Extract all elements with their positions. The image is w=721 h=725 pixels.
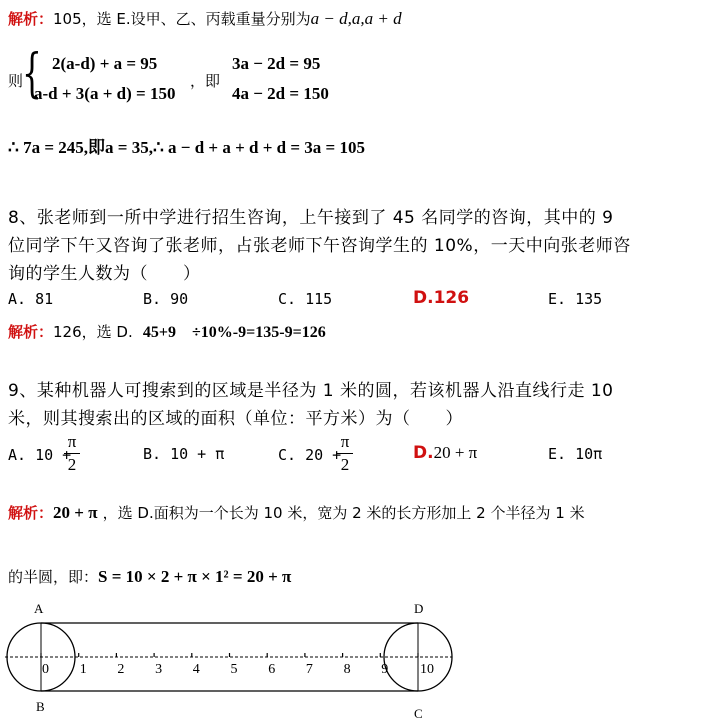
equation-right-1: 3a − 2d = 95 [232, 54, 321, 73]
fraction-denominator: 2 [340, 455, 350, 474]
answer-prefix: 126，选 D. [53, 323, 133, 341]
equation-left-1: 2(a-d) + a = 95 [52, 54, 158, 73]
fraction-denominator: 2 [67, 455, 77, 474]
q8-option-b: B. 90 [143, 290, 189, 308]
answer-label: 解析： [8, 323, 54, 341]
q9-answer-line-1 [8, 502, 585, 523]
q9-option-a-prefix: A. 10 + [8, 446, 72, 464]
q8-option-c: C. 115 [278, 290, 333, 308]
axis-tick-label: 9 [381, 662, 389, 677]
equation-right-2: 4a − 2d = 150 [232, 84, 329, 103]
solution-label: 解析： [8, 10, 54, 28]
q9-option-d-value: 20 + π [433, 443, 478, 462]
q9-option-d-answer [413, 443, 477, 463]
axis-tick-label: 2 [117, 662, 125, 677]
q9-option-c [278, 445, 341, 464]
equation-left-2: a-d + 3(a + d) = 150 [34, 84, 176, 103]
answer-calc: 45+9 ÷10%-9=135-9=126 [142, 324, 326, 341]
corner-label-b: B [36, 699, 45, 714]
q8-option-a: A. 81 [8, 290, 54, 308]
fraction-numerator: π [67, 432, 77, 451]
fraction-numerator: π [340, 432, 350, 451]
axis-tick-label: 10 [420, 662, 434, 677]
q9-option-b: B. 10 + π [143, 445, 225, 463]
corner-label-c: C [414, 706, 423, 721]
q8-line-3: 询的学生人数为（ ） [8, 264, 201, 284]
stadium-figure [0, 595, 721, 725]
axis-tick-label: 5 [230, 662, 238, 677]
conclusion-line: ∴ 7a = 245,即a = 35,∴ a − d + a + d + d = 3a = 105 [8, 138, 365, 157]
answer-text: ，选 D.面积为一个长为 10 米，宽为 2 米的长方形加上 2 个半径为 1 米 [102, 504, 585, 522]
q9-option-c-fraction [337, 432, 353, 475]
corner-label-d: D [414, 601, 424, 616]
q8-line-2: 位同学下午又咨询了张老师，占张老师下午咨询学生的 10%，一天中向张老师咨 [8, 236, 631, 256]
q8-answer-line [8, 319, 326, 342]
axis-tick-label: 4 [192, 662, 200, 677]
axis-tick-label: 7 [305, 662, 313, 677]
answer-label: 解析： [8, 504, 54, 522]
left-brace: { [22, 44, 42, 104]
solution-vars: a − d,a,a + d [310, 9, 402, 28]
q9-option-d-label: D. [413, 443, 434, 463]
ji-text: ，即 [190, 72, 221, 90]
axis-tick-label: 0 [42, 662, 49, 677]
axis-tick-label: 8 [343, 662, 351, 677]
q8-line-1: 8、张老师到一所中学进行招生咨询，上午接到了 45 名同学的咨询，其中的 9 [8, 208, 614, 228]
q9-option-e: E. 10π [548, 445, 603, 463]
solution-1-line [8, 8, 402, 29]
q9-option-a-fraction [64, 432, 80, 475]
answer-formula: S = 10 × 2 + π × 1² = 20 + π [98, 567, 292, 586]
q8-option-d-answer: D.126 [413, 288, 470, 308]
ze-text: 则 [8, 72, 24, 90]
axis-tick-label: 1 [79, 662, 87, 677]
corner-label-a: A [34, 601, 44, 616]
axis-tick-label: 6 [268, 662, 276, 677]
q9-answer-line-2 [8, 566, 291, 587]
axis-tick-label: 3 [155, 662, 163, 677]
q9-line-1: 9、某种机器人可搜索到的区域是半径为 1 米的圆，若该机器人沿直线行走 10 [8, 381, 614, 401]
answer-value: 20 + π [53, 503, 98, 522]
answer-line2-prefix: 的半圆，即： [8, 568, 99, 586]
q8-option-e: E. 135 [548, 290, 603, 308]
q9-option-c-prefix: C. 20 + [278, 446, 342, 464]
q9-option-a [8, 445, 71, 464]
q9-line-2: 米，则其搜索出的区域的面积（单位：平方米）为（ ） [8, 409, 463, 429]
solution-text: 105，选 E.设甲、乙、丙载重量分别为 [53, 10, 311, 28]
